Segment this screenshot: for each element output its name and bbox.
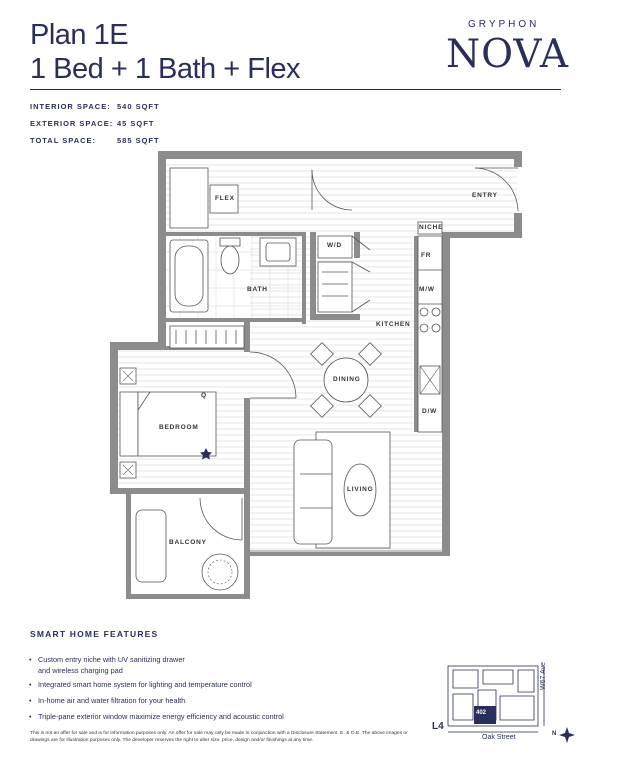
room-kitchen: KITCHEN bbox=[376, 321, 411, 328]
feature-item: • Integrated smart home system for lighting and temperature control bbox=[38, 679, 358, 690]
spec-exterior-label: EXTERIOR SPACE: bbox=[30, 119, 114, 128]
feature-text: Custom entry niche with UV sanitizing drawer bbox=[38, 655, 185, 664]
room-dining: DINING bbox=[333, 376, 361, 383]
room-bedroom: BEDROOM bbox=[159, 424, 199, 431]
wd-label: W/D bbox=[327, 242, 343, 249]
spec-exterior-value: 45 SQFT bbox=[117, 119, 155, 128]
bed-size-label: Q bbox=[201, 392, 207, 399]
north-arrow-icon bbox=[559, 727, 575, 743]
room-flex: FLEX bbox=[215, 195, 235, 202]
niche-label: NICHE bbox=[419, 224, 444, 231]
spec-interior-value: 540 SQFT bbox=[117, 102, 160, 111]
feature-item: • Triple-pane exterior window maximize energy efficiency and acoustic control bbox=[38, 711, 358, 722]
spec-total-value: 585 SQFT bbox=[117, 136, 160, 145]
keyplan-unit: 402 bbox=[476, 710, 487, 716]
feature-item bbox=[38, 654, 358, 676]
feature-text: and wireless charging pad bbox=[38, 666, 123, 675]
plan-type: 1 Bed + 1 Bath + Flex bbox=[30, 53, 301, 85]
fridge-label: FR bbox=[421, 252, 432, 259]
microwave-label: M/W bbox=[419, 286, 435, 293]
key-plan bbox=[438, 656, 578, 742]
room-balcony: BALCONY bbox=[169, 539, 207, 546]
brand-top: GRYPHON bbox=[468, 19, 540, 30]
features-heading: SMART HOME FEATURES bbox=[30, 629, 159, 639]
disclaimer: This is not an offer for sale and is for information purposes only. An offer for sale may only be made in conjunction with a Disclosure Statement. E. & O.E. The above images or drawings are for illustration purposes only. The developer reserves the right to alter size, price, design and/or finishings at any time. bbox=[30, 731, 408, 743]
brand-logo: NOVA bbox=[446, 32, 570, 77]
keyplan-street-bottom: Oak Street bbox=[482, 734, 516, 741]
feature-item: • In-home air and water filtration for your health bbox=[38, 695, 358, 706]
spec-interior-label: INTERIOR SPACE: bbox=[30, 102, 111, 111]
plan-name: Plan 1E bbox=[30, 19, 129, 51]
room-entry: ENTRY bbox=[472, 192, 498, 199]
room-living: LIVING bbox=[347, 486, 374, 493]
room-bath: BATH bbox=[247, 286, 268, 293]
north-label: N bbox=[552, 731, 557, 737]
spec-total-label: TOTAL SPACE: bbox=[30, 136, 97, 145]
keyplan-street-side: W67 Ave bbox=[540, 662, 547, 690]
dishwasher-label: D/W bbox=[422, 408, 438, 415]
keyplan-level: L4 bbox=[432, 721, 444, 732]
